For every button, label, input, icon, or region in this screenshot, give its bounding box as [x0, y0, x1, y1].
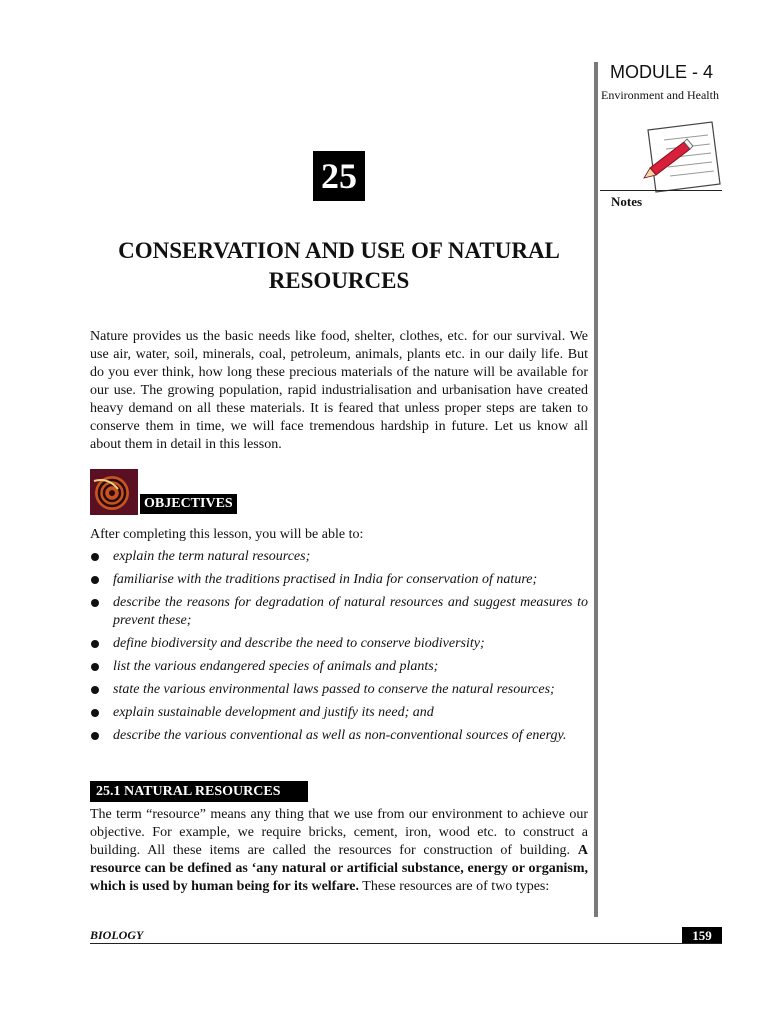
objective-item: describe the various conventional as well as non-conventional sources of energy. [90, 727, 588, 745]
module-label: MODULE - 4 [610, 62, 714, 82]
chapter-title: CONSERVATION AND USE OF NATURAL RESOURCES [118, 238, 560, 293]
section-heading: 25.1 NATURAL RESOURCES [90, 781, 308, 802]
notes-label: Notes [611, 194, 643, 209]
bullet-icon [91, 553, 99, 561]
definition-text: A resource can be defined as ‘any natural or artificial substance, energy or organism, which is used by human being for its welfare. [90, 843, 588, 894]
objective-item: explain sustainable development and justify its need; and [90, 704, 588, 722]
objectives-label: OBJECTIVES [140, 494, 237, 514]
bullet-icon [91, 576, 99, 584]
notes-underline [600, 190, 722, 191]
objective-item: describe the reasons for degradation of natural resources and suggest measures to prevent these; [90, 594, 588, 630]
objective-item: define biodiversity and describe the need to conserve biodiversity; [90, 635, 588, 653]
objective-item: state the various environmental laws passed to conserve the natural resources; [90, 681, 588, 699]
chapter-number: 25 [313, 151, 365, 201]
bullet-icon [91, 709, 99, 717]
notes-pencil-icon [626, 118, 726, 198]
objective-item: list the various endangered species of animals and plants; [90, 658, 588, 676]
objectives-list [90, 548, 588, 750]
bullet-icon [91, 732, 99, 740]
bullet-icon [91, 599, 99, 607]
objective-item: familiarise with the traditions practised in India for conservation of nature; [90, 571, 588, 589]
intro-paragraph: Nature provides us the basic needs like food, shelter, clothes, etc. for our survival. We use air, water, soil, minerals, coal, petroleum, animals, plants etc. in our daily life. But do you ever think, how long these precious materials of the nature will be available for our use. The growing population, rapid industrialisation and urbanisation have created heavy demand on all these materials. It is feared that unless proper steps are taken to conserve them in time, we will face tremendous hardship in future. Let us know all about them in detail in this lesson. [90, 329, 588, 452]
bullet-icon [91, 663, 99, 671]
footer-subject: BIOLOGY [90, 928, 144, 942]
margin-divider [594, 62, 598, 917]
bullet-icon [91, 686, 99, 694]
objective-item: explain the term natural resources; [90, 548, 588, 566]
section-paragraph: The term “resource” means any thing that we use from our environment to achieve our objective. For example, we require bricks, cement, iron, wood etc. to construct a building. All these items are called the resources for construction of building. A resource can be defined as ‘any natural or artificial substance, energy or organism, which is used by human being for its welfare. These resources are of two types: [90, 807, 588, 894]
module-subject: Environment and Health [601, 88, 719, 102]
objectives-target-icon [90, 469, 138, 515]
page-number: 159 [682, 927, 722, 944]
objectives-intro: After completing this lesson, you will be able to: [90, 527, 364, 542]
footer-rule [90, 943, 722, 944]
bullet-icon [91, 640, 99, 648]
